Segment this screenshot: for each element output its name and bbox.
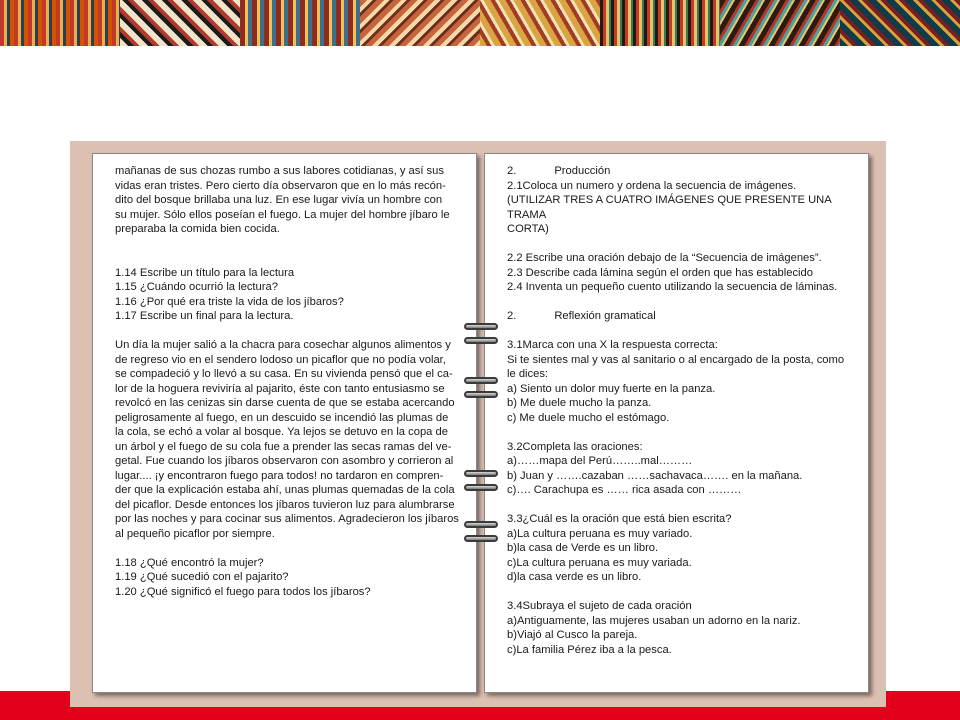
- text-line: Si te sientes mal y vas al sanitario o al encargado de la posta, como: [507, 353, 845, 366]
- binder-ring-icon: [464, 337, 498, 344]
- binder-ring-icon: [464, 535, 498, 542]
- question-3-4: [507, 599, 854, 657]
- text-line: un árbol y el fuego de su cola fue a prender las secas ramas del ve-: [115, 440, 452, 453]
- text-line: dito del bosque brillaba una luz. En ese lugar vivía un hombre con: [115, 194, 443, 206]
- text-line: de regreso vio en el sendero lodoso un picaflor que no podía volar,: [115, 353, 446, 366]
- question-line: 1.14 Escribe un título para la lectura: [115, 266, 295, 279]
- question-3-2: [507, 440, 854, 498]
- textile-banner: [0, 0, 960, 46]
- text-line: (UTILIZAR TRES A CUATRO IMÁGENES QUE PRESENTE UNA TRAMA: [507, 194, 832, 221]
- question-line: 1.18 ¿Qué encontró la mujer?: [115, 556, 264, 569]
- text-line: Un día la mujer salió a la chacra para cosechar algunos alimentos y: [115, 339, 451, 351]
- text-line: c) Me duele mucho el estómago.: [507, 411, 670, 424]
- section-number: 2.: [507, 165, 517, 177]
- left-page: [92, 153, 477, 693]
- binder-ring-icon: [464, 521, 498, 528]
- text-line: 2.2 Escribe una oración debajo de la “Secuencia de imágenes”.: [507, 252, 822, 264]
- text-line: CORTA): [507, 223, 549, 235]
- text-line: a) Siento un dolor muy fuerte en la panza.: [507, 382, 716, 395]
- section-heading-produccion: [507, 164, 854, 179]
- text-line: 3.4Subraya el sujeto de cada oración: [507, 600, 692, 612]
- produccion-items-a: [507, 179, 854, 237]
- text-line: 2.3 Describe cada lámina según el orden que has establecido: [507, 266, 813, 279]
- section-title: Reflexión gramatical: [554, 310, 656, 322]
- text-line: su mujer. Sólo ellos poseían el fuego. La mujer del hombre jíbaro le: [115, 208, 450, 221]
- text-line: a)Antiguamente, las mujeres usaban un adorno en la nariz.: [507, 614, 801, 627]
- text-line: preparaba la comida bien cocida.: [115, 223, 280, 235]
- text-line: d)la casa verde es un libro.: [507, 571, 642, 583]
- text-line: le dices:: [507, 368, 549, 380]
- right-page: [484, 153, 869, 693]
- paragraph-2: [115, 338, 462, 541]
- text-line: b)la casa de Verde es un libro.: [507, 542, 659, 554]
- question-line: 1.15 ¿Cuándo ocurrió la lectura?: [115, 281, 278, 293]
- text-line: a)La cultura peruana es muy variado.: [507, 527, 693, 540]
- text-line: vidas eran tristes. Pero cierto día observaron que en lo más recón-: [115, 179, 446, 192]
- binder-ring-icon: [464, 391, 498, 398]
- text-line: der que la explicación estaba ahí, unas plumas quemadas de la cola: [115, 484, 455, 496]
- question-3-3: [507, 512, 854, 585]
- binder-ring-icon: [464, 377, 498, 384]
- text-line: 2.1Coloca un numero y ordena la secuencia de imágenes.: [507, 179, 797, 192]
- question-line: 1.19 ¿Qué sucedió con el pajarito?: [115, 571, 289, 583]
- text-line: b)Viajó al Cusco la pareja.: [507, 629, 638, 641]
- text-line: mañanas de sus chozas rumbo a sus labores cotidianas, y así sus: [115, 165, 444, 177]
- produccion-items-b: [507, 251, 854, 295]
- question-line: 1.16 ¿Por qué era triste la vida de los jíbaros?: [115, 295, 344, 308]
- text-line: c)La familia Pérez iba a la pesca.: [507, 643, 672, 656]
- text-line: revolcó en las cenizas sin darse cuenta de que se estaba acercando: [115, 397, 455, 409]
- paragraph-1: [115, 164, 462, 237]
- question-line: 1.20 ¿Qué significó el fuego para todos los jíbaros?: [115, 585, 371, 598]
- section-number: 2.: [507, 310, 517, 322]
- text-line: lugar.... ¡y encontraron fuego para todos! no tardaron en compren-: [115, 469, 444, 482]
- text-line: 3.1Marca con una X la respuesta correcta:: [507, 339, 718, 351]
- text-line: peligrosamente al fuego, en un descuido se incendió las plumas de: [115, 411, 449, 424]
- text-line: del picaflor. Desde entonces los jíbaros tuvieron luz para alumbrarse: [115, 498, 455, 511]
- text-line: lor de la hoguera reviviría al pajarito, éste con tanto entusiasmo se: [115, 382, 445, 395]
- section-heading-reflexion: [507, 309, 854, 324]
- binder-ring-icon: [464, 470, 498, 477]
- text-line: se compadeció y lo llevó a su casa. En su vivienda pensó que el ca-: [115, 368, 453, 380]
- question-3-1: [507, 338, 854, 425]
- binder-ring-icon: [464, 484, 498, 491]
- binder-ring-icon: [464, 323, 498, 330]
- text-line: c)…. Carachupa es …… rica asada con ………: [507, 484, 742, 496]
- questions-2: [115, 556, 462, 600]
- text-line: c)La cultura peruana es muy variada.: [507, 556, 692, 569]
- text-line: por las noches y para cocinar sus alimentos. Agradecieron los jíbaros: [115, 513, 459, 525]
- section-title: Producción: [554, 165, 611, 177]
- text-line: 3.2Completa las oraciones:: [507, 440, 643, 453]
- text-line: al pequeño picaflor por siempre.: [115, 527, 275, 540]
- text-line: la cola, se echó a volar al bosque. Ya lejos se detuvo en la copa de: [115, 426, 448, 438]
- text-line: getal. Fue cuando los jíbaros observaron con asombro y corrieron al: [115, 455, 454, 467]
- text-line: 3.3¿Cuál es la oración que está bien escrita?: [507, 513, 732, 525]
- text-line: b) Me duele mucho la panza.: [507, 397, 652, 409]
- text-line: a)……mapa del Perú……..mal………: [507, 455, 693, 467]
- questions-1: [115, 266, 462, 324]
- text-line: 2.4 Inventa un pequeño cuento utilizando la secuencia de láminas.: [507, 281, 838, 293]
- question-line: 1.17 Escribe un final para la lectura.: [115, 310, 294, 322]
- text-line: b) Juan y …….cazaban ……sachavaca……. en la mañana.: [507, 469, 803, 482]
